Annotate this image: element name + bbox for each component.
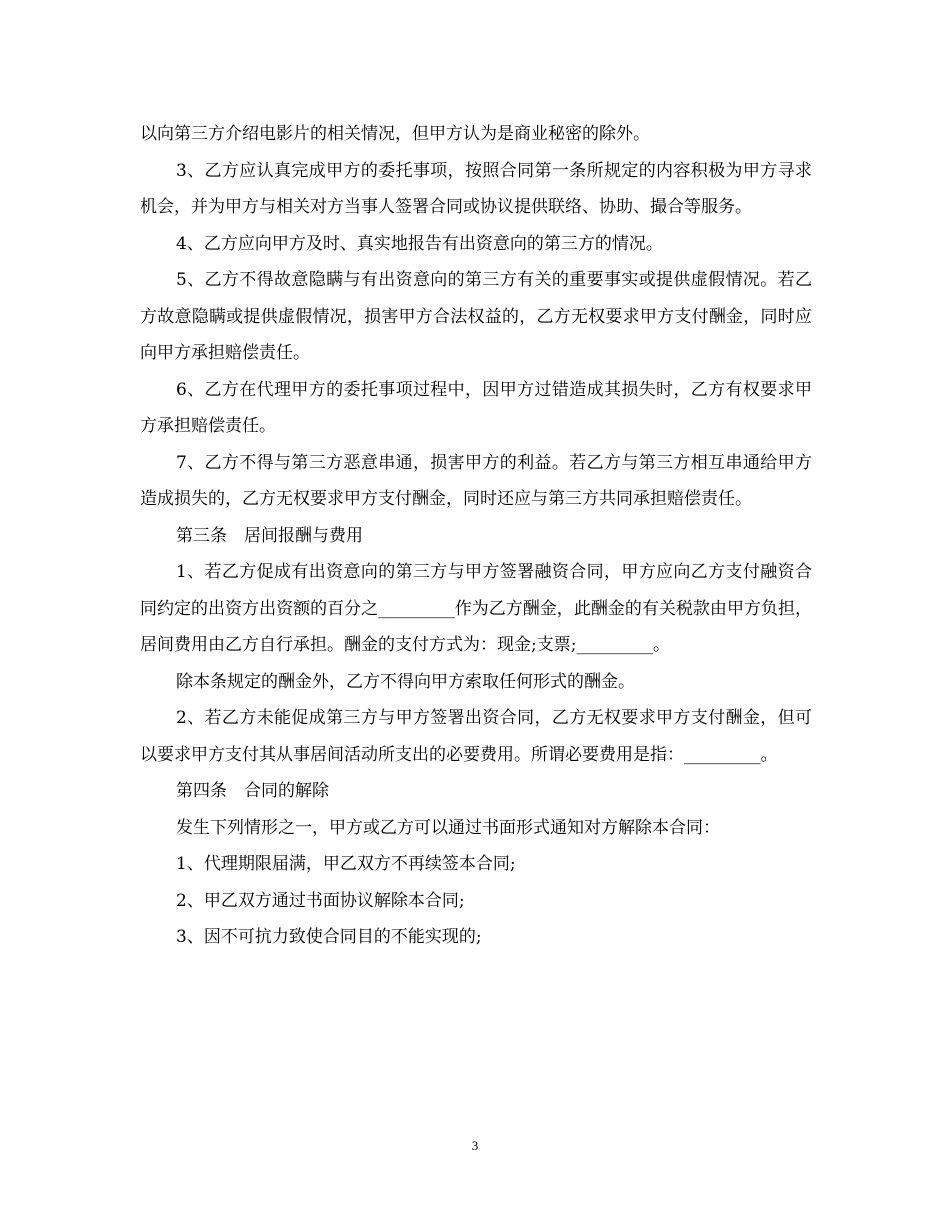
paragraph-continuation: 以向第三方介绍电影片的相关情况，但甲方认为是商业秘密的除外。 [140,124,650,144]
paragraph-fee-clause-2: 2、若乙方未能促成第三方与甲方签署出资合同，乙方无权要求甲方支付酬金，但可以要求甲方支付其从事居间活动所支出的必要费用。所谓必要费用是指：_________。 [140,708,812,765]
paragraph-termination-item-1: 1、代理期限届满，甲乙双方不再续签本合同; [176,854,516,874]
paragraph-clause-5: 5、乙方不得故意隐瞒与有出资意向的第三方有关的重要事实或提供虚假情况。若乙方故意隐瞒或提供虚假情况，损害甲方合法权益的，乙方无权要求甲方支付酬金，同时应向甲方承担赔偿责任。 [140,270,812,363]
section-heading-article-3: 第三条 居间报酬与费用 [176,525,363,546]
section-heading-article-4: 第四条 合同的解除 [176,781,329,801]
paragraph-clause-3: 3、乙方应认真完成甲方的委托事项，按照合同第一条所规定的内容积极为甲方寻求机会，并为甲方与相关对方当事人签署合同或协议提供联络、协助、撮合等服务。 [140,160,812,217]
paragraph-clause-4: 4、乙方应向甲方及时、真实地报告有出资意向的第三方的情况。 [176,233,663,254]
paragraph-clause-6: 6、乙方在代理甲方的委托事项过程中，因甲方过错造成其损失时，乙方有权要求甲方承担赔偿责任。 [140,379,812,436]
paragraph-fee-exclusion: 除本条规定的酬金外，乙方不得向甲方索取任何形式的酬金。 [176,671,635,692]
paragraph-termination-item-2: 2、甲乙双方通过书面协议解除本合同; [176,890,465,911]
page-number: 3 [471,1138,479,1153]
paragraph-termination-intro: 发生下列情形之一，甲方或乙方可以通过书面形式通知对方解除本合同： [176,817,720,838]
paragraph-clause-7: 7、乙方不得与第三方恶意串通，损害甲方的利益。若乙方与第三方相互串通给甲方造成损失的，乙方无权要求甲方支付酬金，同时还应与第三方共同承担赔偿责任。 [140,452,812,509]
document-body [140,116,812,956]
paragraph-termination-item-3: 3、因不可抗力致使合同目的不能实现的; [176,927,482,947]
paragraph-fee-clause-1: 1、若乙方促成有出资意向的第三方与甲方签署融资合同，甲方应向乙方支付融资合同约定的出资方出资额的百分之_________作为乙方酬金，此酬金的有关税款由甲方负担，居间费用由乙方自行承担。酬金的支付方式为：现金;支票;_________。 [140,562,812,655]
